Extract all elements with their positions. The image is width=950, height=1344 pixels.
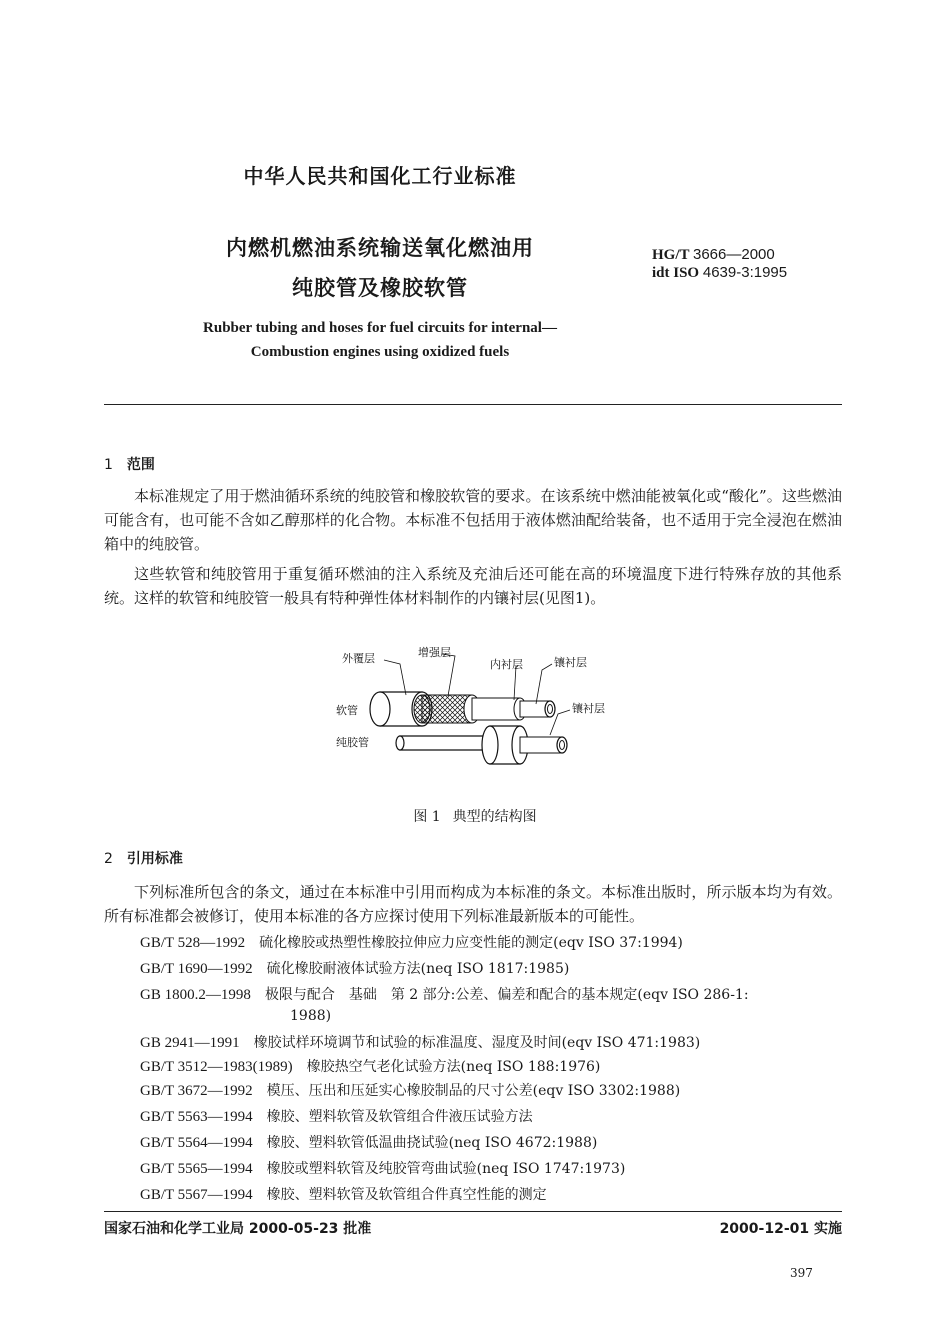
header-divider <box>104 404 842 405</box>
reference-code: GB/T 5567—1994 <box>140 1187 253 1203</box>
idt-reference <box>652 264 787 282</box>
label-lining-bottom: 镶衬层 <box>572 702 605 715</box>
reference-title: 橡胶或塑料软管及纯胶管弯曲试验(neq ISO 1747:1973) <box>266 1161 626 1177</box>
reference-title: 橡胶、塑料软管及软管组合件真空性能的测定 <box>266 1187 547 1203</box>
reference-code: GB/T 5563—1994 <box>140 1109 253 1125</box>
hose-inner-layer <box>472 698 526 720</box>
reference-title: 硫化橡胶或热塑性橡胶拉伸应力应变性能的测定(eqv ISO 37:1994) <box>259 935 683 951</box>
reference-item <box>140 1056 600 1078</box>
issuing-body-title: 中华人民共和国化工行业标准 <box>243 164 517 188</box>
english-title-line-2: Combustion engines using oxidized fuels <box>250 344 510 360</box>
reference-code: GB 2941—1991 <box>140 1035 240 1051</box>
label-reinforcement: 增强层 <box>418 646 451 659</box>
english-title-line-1: Rubber tubing and hoses for fuel circuits for internal— <box>203 320 557 336</box>
label-tubing: 纯胶管 <box>336 736 369 749</box>
standard-code <box>652 246 775 264</box>
section-1-paragraph-2: 这些软管和纯胶管用于重复循环燃油的注入系统及充油后还可能在高的环境温度下进行特殊存放的其他系统。这样的软管和纯胶管一般具有特种弹性体材料制作的内镶衬层(见图1)。 <box>104 565 842 607</box>
section-1-number: 1 <box>104 457 113 473</box>
standard-code-prefix: HG/T <box>652 247 690 263</box>
reference-title: 极限与配合 基础 第 2 部分:公差、偏差和配合的基本规定(eqv ISO 286-1: <box>264 987 749 1003</box>
tubing-body <box>396 726 528 764</box>
figure-1-caption-text: 典型的结构图 <box>452 809 537 825</box>
reference-item <box>140 1032 700 1054</box>
hose-reinforcement <box>414 695 480 723</box>
label-hose: 软管 <box>336 704 358 717</box>
implementation-date: 2000-12-01 实施 <box>719 1221 842 1237</box>
figure-1-label: 图 1 <box>413 809 441 825</box>
page-number: 397 <box>790 1266 813 1280</box>
reference-item <box>140 984 749 1006</box>
approval-date: 国家石油和化学工业局 2000-05-23 批准 <box>104 1221 372 1237</box>
label-inner-layer: 内衬层 <box>490 658 523 671</box>
reference-item <box>140 1132 597 1154</box>
section-1-heading <box>104 454 155 474</box>
section-1-title: 范围 <box>126 457 155 473</box>
idt-prefix: idt ISO <box>652 265 700 281</box>
reference-code: GB/T 528—1992 <box>140 935 246 951</box>
document-title-line-2: 纯胶管及橡胶软管 <box>292 276 468 300</box>
reference-code: GB/T 5564—1994 <box>140 1135 253 1151</box>
reference-title: 橡胶热空气老化试验方法(neq ISO 188:1976) <box>306 1059 601 1075</box>
reference-title-continued: 1988) <box>290 1008 332 1024</box>
reference-item <box>140 1080 680 1102</box>
reference-code: GB/T 5565—1994 <box>140 1161 253 1177</box>
standard-code-number: 3666—2000 <box>693 246 775 263</box>
section-2-title: 引用标准 <box>126 851 183 867</box>
section-2-number: 2 <box>104 851 113 867</box>
reference-title: 橡胶、塑料软管及软管组合件液压试验方法 <box>266 1109 533 1125</box>
label-outer-cover: 外覆层 <box>342 652 375 665</box>
reference-title: 模压、压出和压延实心橡胶制品的尺寸公差(eqv ISO 3302:1988) <box>266 1083 681 1099</box>
reference-item <box>140 932 683 954</box>
section-2-heading <box>104 848 183 868</box>
tubing-lining <box>520 737 567 753</box>
reference-code: GB 1800.2—1998 <box>140 987 251 1003</box>
reference-code: GB/T 3672—1992 <box>140 1083 253 1099</box>
figure-1-diagram <box>330 640 630 790</box>
reference-item <box>140 1158 625 1180</box>
reference-item <box>140 1106 533 1128</box>
figure-1-caption <box>0 806 950 826</box>
reference-item <box>140 1184 547 1206</box>
reference-code: GB/T 3512—1983(1989) <box>140 1059 293 1075</box>
reference-item <box>140 958 569 980</box>
reference-code: GB/T 1690—1992 <box>140 961 253 977</box>
document-title-line-1: 内燃机燃油系统输送氧化燃油用 <box>226 236 534 260</box>
section-2-paragraph: 下列标准所包含的条文，通过在本标准中引用而构成为本标准的条文。本标准出版时，所示版本均为有效。所有标准都会被修订，使用本标准的各方应探讨使用下列标准最新版本的可能性。 <box>104 883 842 925</box>
label-lining-top: 镶衬层 <box>554 656 587 669</box>
footer-divider <box>104 1211 842 1212</box>
reference-title: 橡胶试样环境调节和试验的标准温度、湿度及时间(eqv ISO 471:1983) <box>253 1035 701 1051</box>
idt-number: 4639-3:1995 <box>702 264 788 281</box>
reference-title: 硫化橡胶耐液体试验方法(neq ISO 1817:1985) <box>266 961 570 977</box>
reference-title: 橡胶、塑料软管低温曲挠试验(neq ISO 4672:1988) <box>266 1135 598 1151</box>
section-1-paragraph-1: 本标准规定了用于燃油循环系统的纯胶管和橡胶软管的要求。在该系统中燃油能被氧化或“酸化”。这些燃油可能含有，也可能不含如乙醇那样的化合物。本标准不包括用于液体燃油配给装备，也不适用于完全浸泡在燃油箱中的纯胶管。 <box>104 487 842 553</box>
hose-lining <box>520 701 555 717</box>
